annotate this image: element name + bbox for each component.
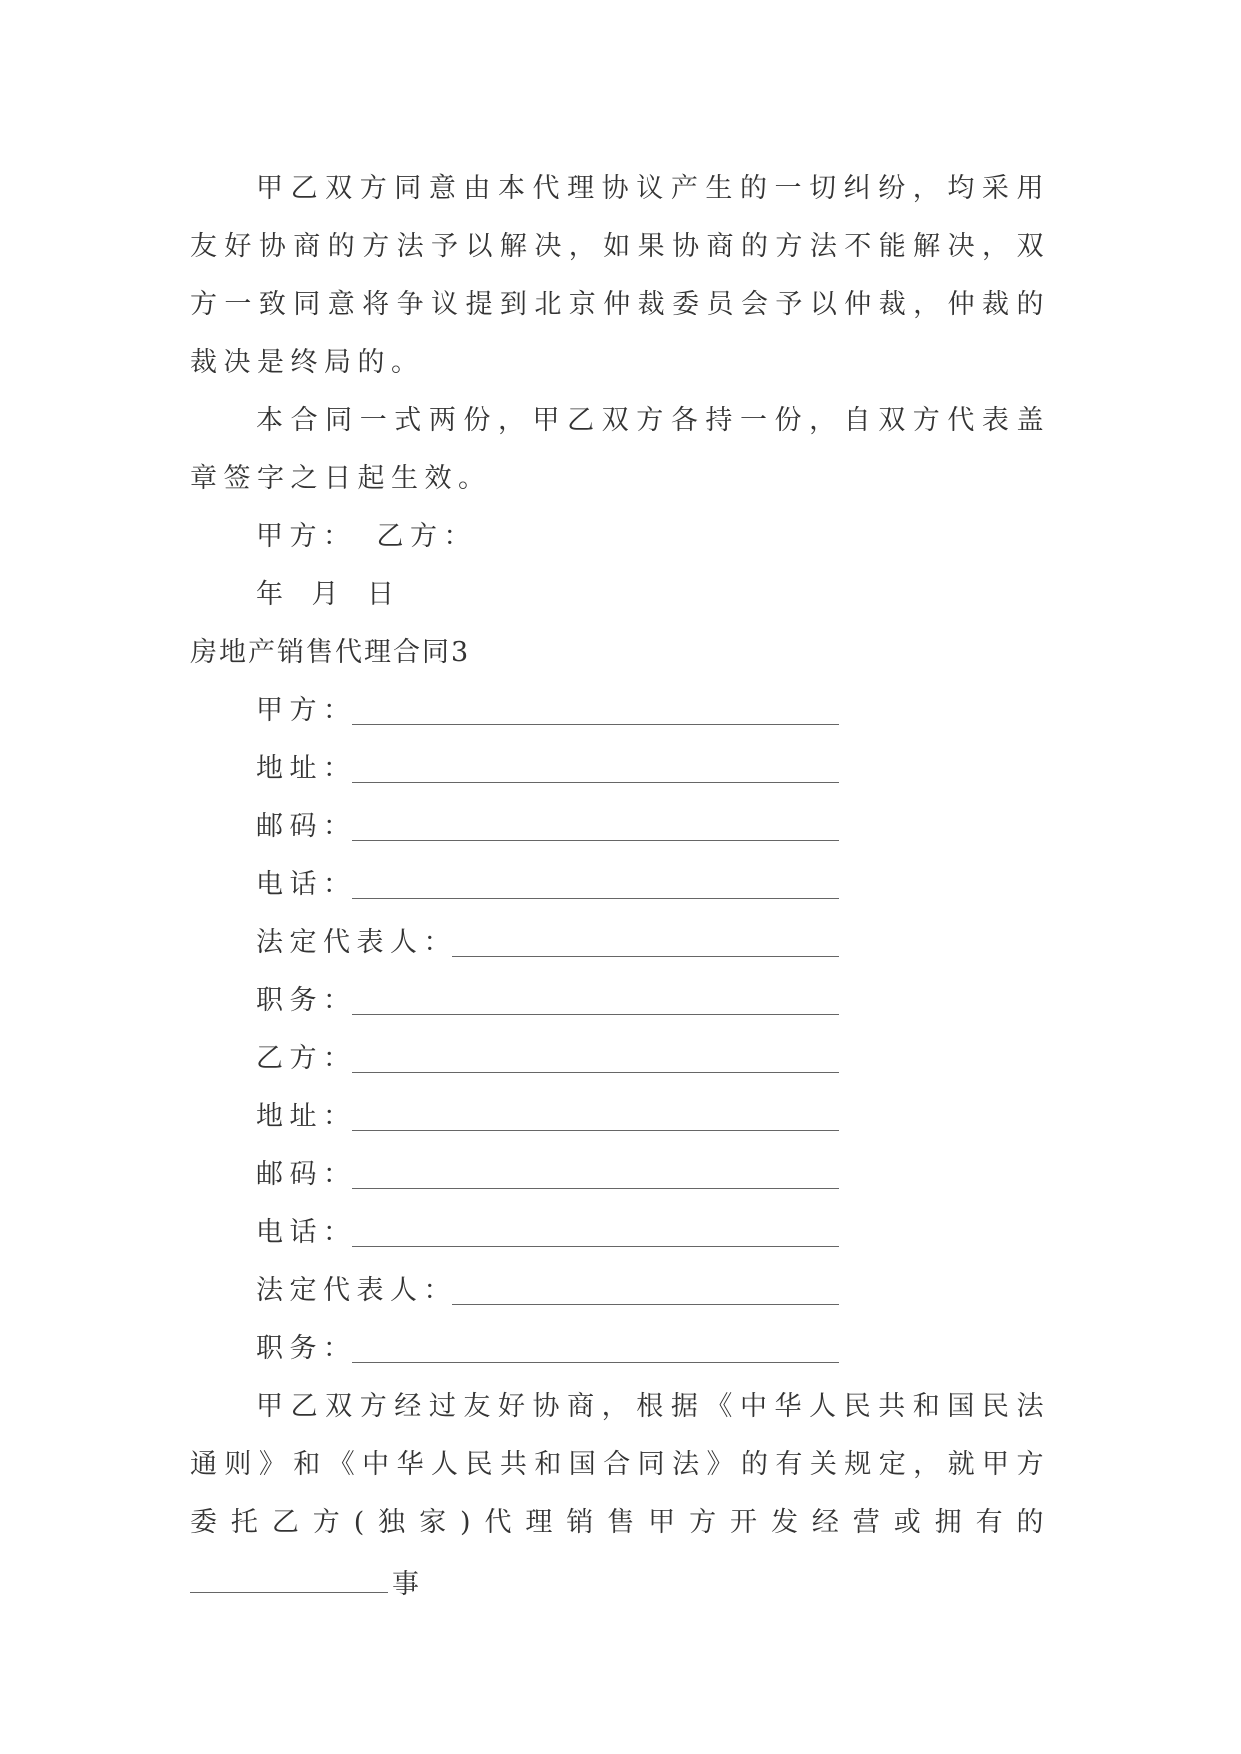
party-b-legal-rep-row [190,1262,1050,1320]
party-b-legal-rep-label: 法定代表人： [256,1275,457,1306]
party-a-address-row [190,740,1050,798]
contract-intro-text: 甲乙双方经过友好协商，根据《中华人民共和国民法通则》和《中华人民共和国合同法》的有关规定，就甲方委托乙方(独家)代理销售甲方开发经营或拥有的 [190,1391,1050,1538]
date-day-label: 日 [367,579,401,610]
document-page [190,160,1050,1614]
party-a-postcode-label: 邮码： [256,811,357,842]
party-b-position-row [190,1320,1050,1378]
party-b-address-label: 地址： [256,1101,357,1132]
party-a-address-blank[interactable] [352,782,839,783]
signature-party-a-label: 甲方： [256,521,357,552]
party-b-legal-rep-blank[interactable] [452,1304,839,1305]
party-b-phone-label: 电话： [256,1217,357,1248]
contract-intro-paragraph [190,1378,1050,1614]
date-line [190,566,1050,624]
property-name-blank[interactable] [190,1552,388,1593]
party-a-postcode-blank[interactable] [352,840,839,841]
party-b-phone-blank[interactable] [352,1246,839,1247]
party-a-position-label: 职务： [256,985,357,1016]
contract-title: 房地产销售代理合同3 [190,637,471,668]
party-b-name-row [190,1030,1050,1088]
party-b-address-row [190,1088,1050,1146]
contract-intro-continuation: 事 [392,1569,426,1600]
party-b-postcode-label: 邮码： [256,1159,357,1190]
party-b-address-blank[interactable] [352,1130,839,1131]
signature-party-b-label: 乙方： [376,521,477,552]
party-a-postcode-row [190,798,1050,856]
signature-line [190,508,1050,566]
party-a-phone-blank[interactable] [352,898,839,899]
party-b-name-label: 乙方： [256,1043,357,1074]
party-a-legal-rep-row [190,914,1050,972]
party-b-postcode-blank[interactable] [352,1188,839,1189]
party-b-name-blank[interactable] [352,1072,839,1073]
party-a-legal-rep-label: 法定代表人： [256,927,457,958]
date-year-label: 年 [256,579,290,610]
party-a-name-blank[interactable] [352,724,839,725]
party-a-legal-rep-blank[interactable] [452,956,839,957]
party-b-position-blank[interactable] [352,1362,839,1363]
party-a-position-blank[interactable] [352,1014,839,1015]
party-a-phone-label: 电话： [256,869,357,900]
party-a-name-label: 甲方： [256,695,357,726]
contract-copies-paragraph: 本合同一式两份，甲乙双方各持一份，自双方代表盖章签字之日起生效。 [190,405,1050,494]
dispute-resolution-paragraph: 甲乙双方同意由本代理协议产生的一切纠纷，均采用友好协商的方法予以解决，如果协商的方法不能解决，双方一致同意将争议提到北京仲裁委员会予以仲裁，仲裁的裁决是终局的。 [190,173,1050,378]
party-b-phone-row [190,1204,1050,1262]
party-a-position-row [190,972,1050,1030]
party-b-postcode-row [190,1146,1050,1204]
date-month-label: 月 [311,579,345,610]
party-b-position-label: 职务： [256,1333,357,1364]
party-a-name-row [190,682,1050,740]
party-a-address-label: 地址： [256,753,357,784]
party-a-phone-row [190,856,1050,914]
